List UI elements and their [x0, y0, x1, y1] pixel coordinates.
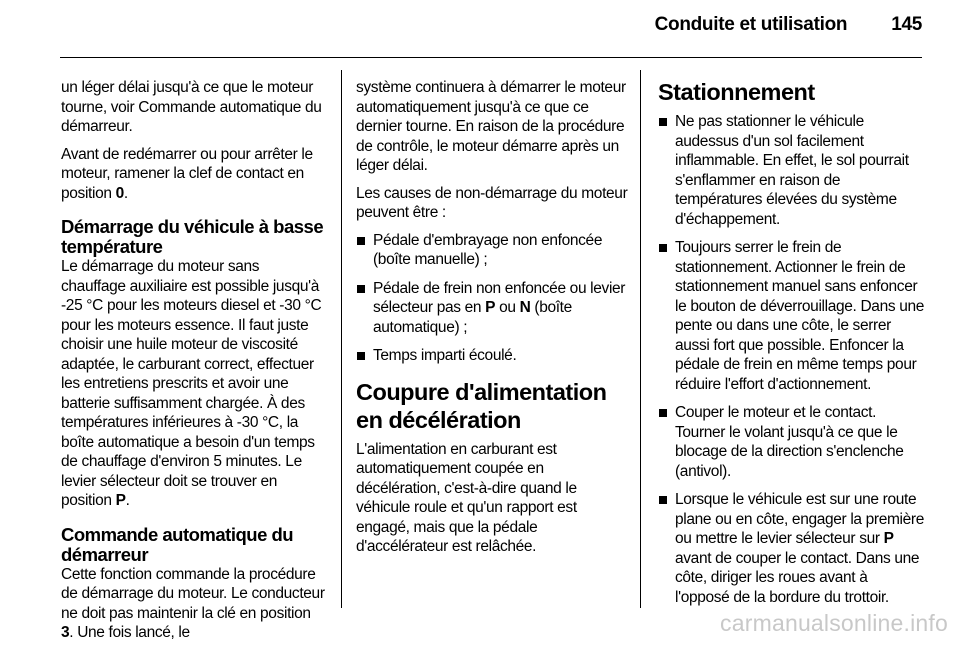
paragraph: L'alimentation en carburant est automatiquement coupée en décélération, c'est-à-dire quand le véhicule roule et qu'un rapport est engagé, mais que la pédale d'accélérateur est relâchée.: [356, 440, 577, 555]
list-item: Toujours serrer le frein de stationnement. Actionner le frein de stationnement manuel sans enfoncer le bouton de déverrouillage. Dans une pente ou dans une côte, le serrer aussi fort que possible. Enfoncer la pédale de frein en même temps pour réduire l'effort d'actionnement.: [658, 238, 924, 394]
list-item: Pédale de frein non enfoncée ou levier sélecteur pas en P ou N (boîte automatique) ;: [356, 279, 628, 338]
list-item: Ne pas stationner le véhicule audessus d'un sol facilement inflammable. En effet, le sol pourrait s'enflammer en raison de températures élevées du système d'échappement.: [658, 112, 924, 229]
heading-auto-starter: Commande automatique du démarreur: [61, 523, 294, 565]
bullet-list: [356, 231, 628, 366]
paragraph: Les causes de non-démarrage du moteur peuvent être :: [356, 184, 628, 221]
heading-cold-start: Démarrage du véhicule à basse température: [61, 216, 324, 257]
list-item: Lorsque le véhicule est sur une route plane ou en côte, engager la première ou mettre le levier sélecteur sur P avant de couper le contact. Dans une côte, diriger les roues avant à l'opposé de la bordure du trottoir.: [658, 490, 924, 607]
list-item: Pédale d'embrayage non enfoncée (boîte manuelle) ;: [356, 231, 628, 270]
watermark: carmanualsonline.info: [720, 610, 948, 636]
heading-parking: Stationnement: [658, 79, 815, 105]
paragraph: un léger délai jusqu'à ce que le moteur tourne, voir Commande automatique du démarreur.: [61, 79, 322, 135]
list-item: Couper le moteur et le contact. Tourner le volant jusqu'à ce que le blocage de la direction s'enclenche (antivol).: [658, 403, 924, 481]
paragraph: système continuera à démarrer le moteur automatiquement jusqu'à ce que ce dernier tourne. En raison de la procédure de contrôle, le moteur démarre après un léger délai.: [356, 79, 626, 174]
page-header: [655, 14, 922, 36]
section-title: Conduite et utilisation: [654, 14, 848, 35]
column-divider: [640, 70, 641, 608]
column-1: [61, 78, 326, 651]
column-divider: [341, 70, 342, 608]
heading-fuel-cutoff: Coupure d'alimentation en décélération: [356, 378, 607, 433]
paragraph: Cette fonction commande la procédure de démarrage du moteur. Le conducteur ne doit pas maintenir la clé en position 3. Une fois lancé, le: [61, 565, 325, 641]
list-item: Temps imparti écoulé.: [356, 346, 628, 366]
page-number: 145: [891, 14, 922, 35]
column-3: [658, 78, 924, 616]
header-rule: [60, 57, 922, 58]
paragraph: Le démarrage du moteur sans chauffage auxiliaire est possible jusqu'à -25 °C pour les moteurs diesel et -30 °C pour les moteurs essence. Il faut juste choisir une huile moteur de viscosité adaptée, le carburant correct, effectuer les entretiens prescrits et avoir une batterie suffisamment chargée. À des températures inférieures à -30 °C, la boîte automatique a besoin d'un temps de chauffage d'environ 5 minutes. Le levier sélecteur doit se trouver en position P.: [61, 258, 322, 509]
column-2: [356, 78, 628, 565]
paragraph: Avant de redémarrer ou pour arrêter le moteur, ramener la clef de contact en position 0.: [61, 145, 313, 202]
bullet-list: [658, 112, 924, 607]
